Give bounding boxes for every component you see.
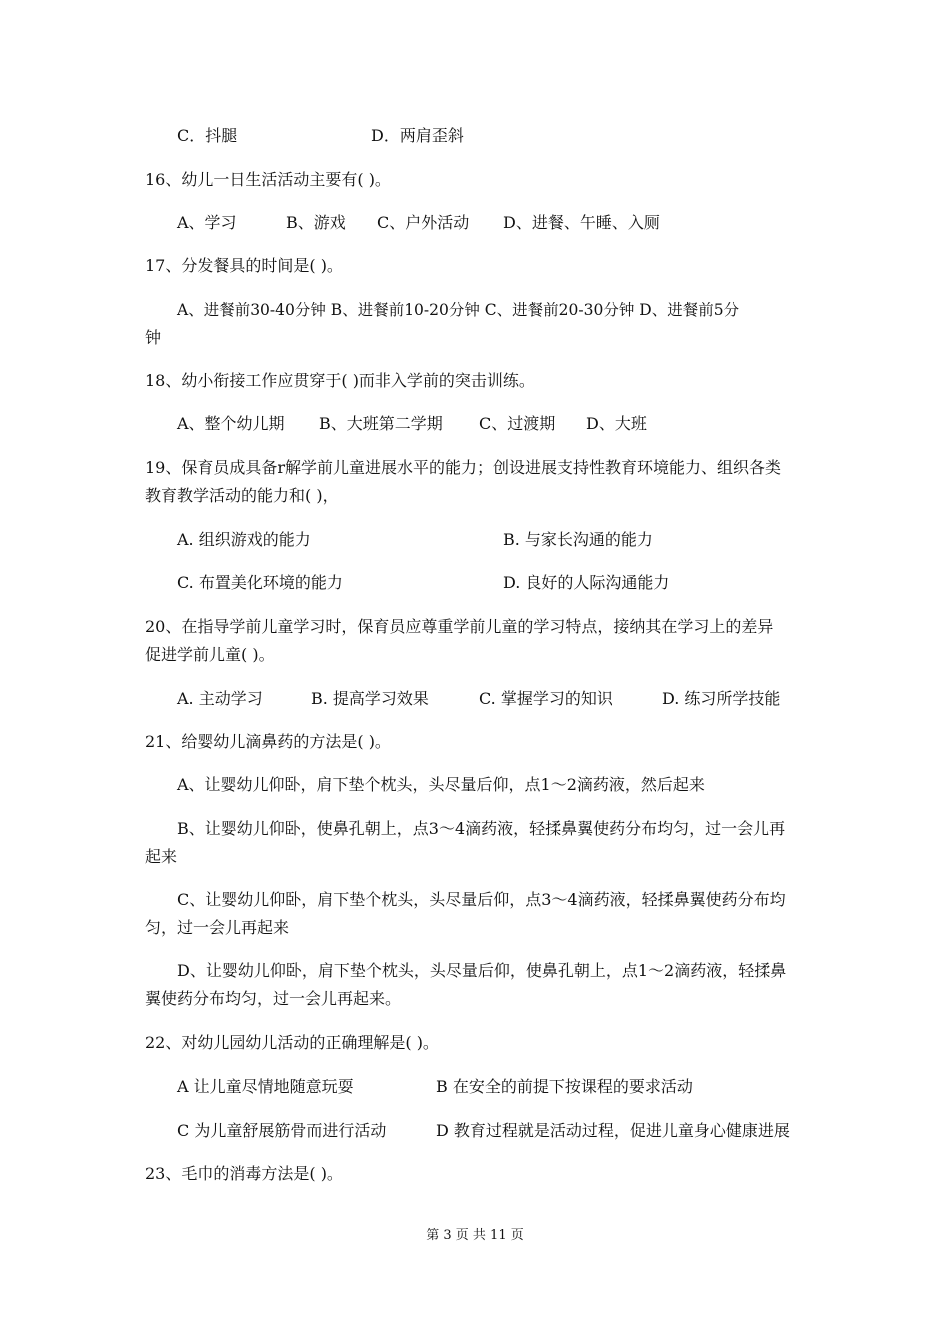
q21-option-c-line2: 匀，过一会儿再起来 (145, 918, 290, 937)
q22-option-a: A 让儿童尽情地随意玩耍 (177, 1077, 354, 1096)
q21-stem: 21、给婴幼儿滴鼻药的方法是( )。 (145, 732, 391, 751)
q21-option-d-line2: 翼使药分布均匀，过一会儿再起来。 (145, 989, 402, 1008)
page-footer: 第 3 页 共 11 页 (426, 1228, 524, 1243)
q16-option-b: B、游戏 (286, 213, 346, 232)
q17-options: A、进餐前30-40分钟 B、进餐前10-20分钟 C、进餐前20-30分钟 D、进餐前5分 (177, 301, 740, 319)
q20-option-c: C. 掌握学习的知识 (479, 689, 613, 708)
q16-option-d: D、进餐、午睡、入厕 (503, 213, 660, 232)
q19-option-c: C. 布置美化环境的能力 (177, 573, 343, 592)
q20-stem-line2: 促进学前儿童( )。 (145, 645, 275, 664)
q21-option-b-line2: 起来 (145, 847, 178, 866)
q19-stem-line1: 19、保育员成具备r解学前儿童进展水平的能力；创设进展支持性教育环境能力、组织各类 (145, 458, 782, 477)
q19-stem-line2: 教育教学活动的能力和( )， (145, 486, 339, 505)
q21-option-a: A、让婴幼儿仰卧，肩下垫个枕头，头尽量后仰，点1～2滴药液，然后起来 (177, 775, 705, 794)
q21-option-c-line1: C、让婴幼儿仰卧，肩下垫个枕头，头尽量后仰，点3～4滴药液，轻揉鼻翼使药分布均 (177, 890, 786, 909)
q22-option-b: B 在安全的前提下按课程的要求活动 (436, 1077, 693, 1096)
q19-option-b: B. 与家长沟通的能力 (503, 530, 653, 549)
q22-option-d: D 教育过程就是活动过程，促进儿童身心健康进展 (436, 1121, 790, 1140)
q16-stem: 16、幼儿一日生活活动主要有( )。 (145, 170, 391, 189)
q22-option-c: C 为儿童舒展筋骨而进行活动 (177, 1121, 387, 1140)
q19-option-d: D. 良好的人际沟通能力 (503, 573, 670, 592)
q18-stem: 18、幼小衔接工作应贯穿于( )而非入学前的突击训练。 (145, 371, 535, 390)
q17-options-wrap: 钟 (145, 328, 162, 347)
q15-option-c: C．抖腿 (177, 126, 238, 145)
q16-option-c: C、户外活动 (377, 213, 470, 232)
q21-option-d-line1: D、让婴幼儿仰卧，肩下垫个枕头，头尽量后仰，使鼻孔朝上，点1～2滴药液，轻揉鼻 (177, 961, 787, 980)
q19-option-a: A. 组织游戏的能力 (177, 530, 311, 549)
q15-option-d: D．两肩歪斜 (371, 126, 464, 145)
q18-option-d: D、大班 (586, 414, 647, 433)
q16-option-a: A、学习 (177, 213, 237, 232)
q18-option-b: B、大班第二学期 (319, 414, 443, 433)
q20-stem-line1: 20、在指导学前儿童学习时，保育员应尊重学前儿童的学习特点，接纳其在学习上的差异 (145, 617, 774, 636)
q22-stem: 22、对幼儿园幼儿活动的正确理解是( )。 (145, 1033, 439, 1052)
q17-stem: 17、分发餐具的时间是( )。 (145, 256, 343, 275)
q18-option-a: A、整个幼儿期 (177, 414, 285, 433)
q20-option-b: B. 提高学习效果 (311, 689, 429, 708)
q20-option-d: D. 练习所学技能 (662, 689, 781, 708)
q18-option-c: C、过渡期 (479, 414, 556, 433)
q23-stem: 23、毛巾的消毒方法是( )。 (145, 1164, 343, 1183)
q20-option-a: A. 主动学习 (177, 689, 263, 708)
q21-option-b-line1: B、让婴幼儿仰卧，使鼻孔朝上，点3～4滴药液，轻揉鼻翼使药分布均匀，过一会儿再 (177, 819, 786, 838)
